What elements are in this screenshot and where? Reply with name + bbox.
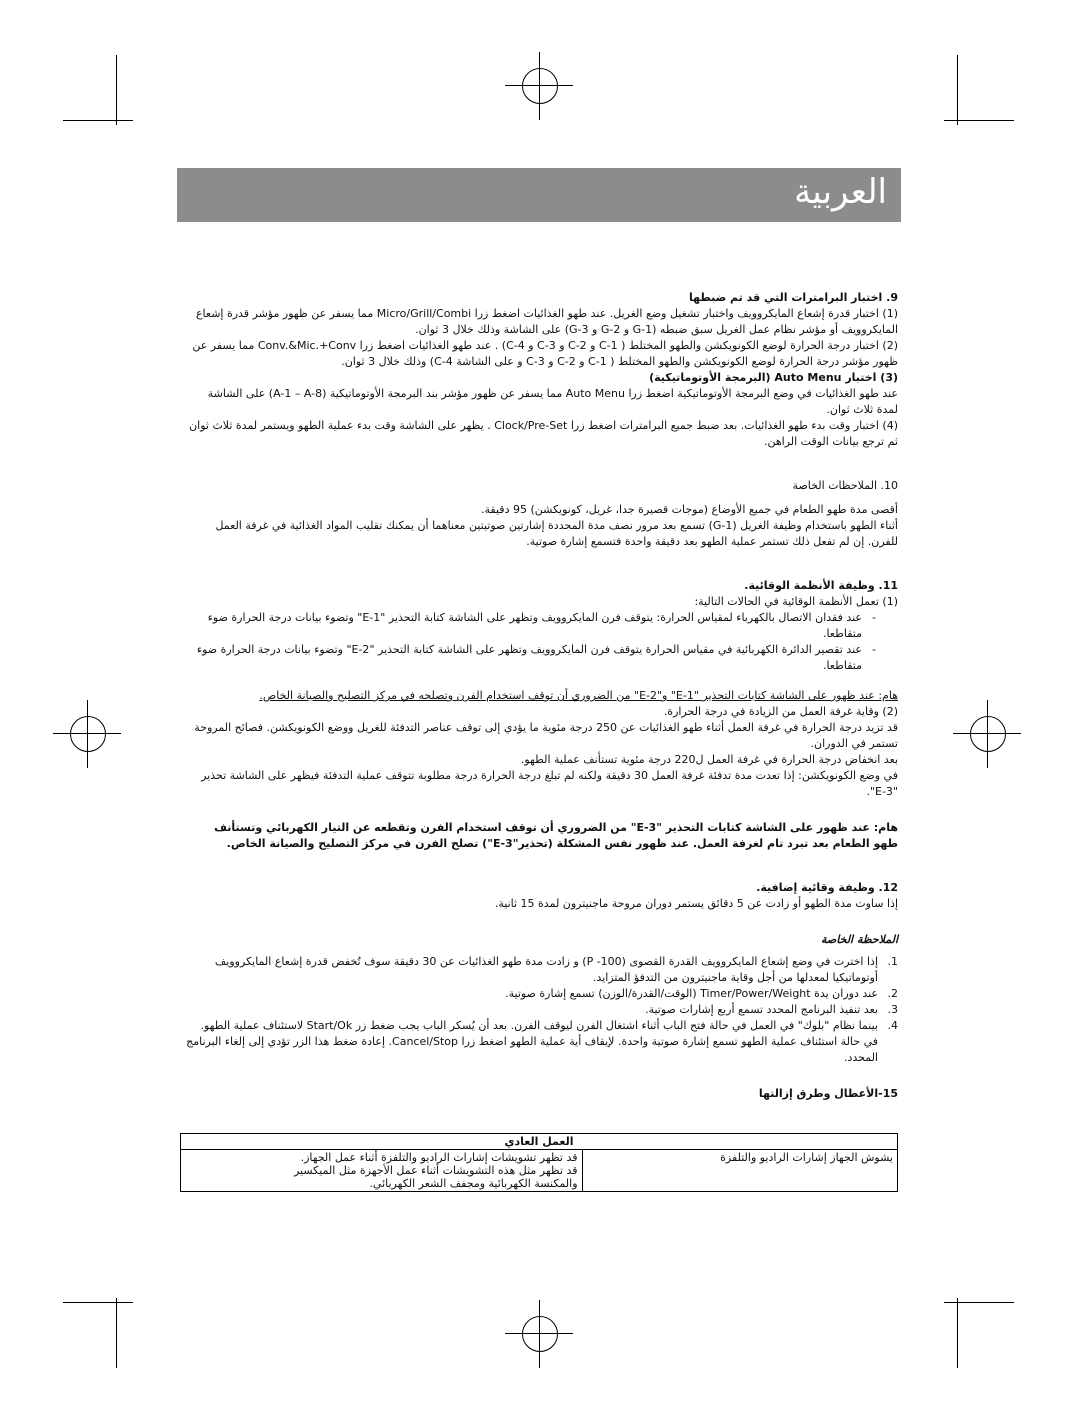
solution-line: قد تظهر تشويشات إشارات الراديو والتلفزة أثناء عمل الجهاز. — [300, 1151, 578, 1164]
registration-mark — [87, 700, 88, 768]
section-9-item-1: (1) اختبار قدرة إشعاع المايكروويف واختبار تشغيل وضع الغريل. عند طهو الغذائيات اضغط زرا Micro/Grill/Combi مما يسفر عن ظهور مؤشر قدرة إشعاع المايكروويف أو مؤشر نظام عمل الغريل سبق ضبطه (G-1 و G-2 و G-3) على الشاشة وذلك خلال 3 ثوان. — [195, 307, 898, 336]
section-11-sub-2-title: (2) وقاية غرفة العمل من الزيادة في درجة الحرارة. — [663, 705, 898, 718]
section-11-sub-2-para-c: في وضع الكونويكشن: إذا تعدت مدة تدفئة غرفة العمل 30 دقيقة ولكنه لم تبلغ درجة الحرارة درجة مطلوبة تتوقف عملية التدفئة فيظهر على الشاشة تحذير "E-3". — [201, 769, 898, 798]
crop-mark — [63, 120, 133, 121]
section-11-bullet-1: - عند فقدان الاتصال بالكهرباء لمقياس الحرارة: يتوقف فرن المايكروويف وتظهر على الشاشة كتابة التحذير "E-1" وتضوء بيانات درجة الحرارة ضوء متقاطعا. — [186, 610, 898, 642]
table-cell-problem: يشوش الجهاز إشارات الراديو والتلفزة — [582, 1150, 897, 1192]
section-9-item-3: عند طهو الغذائيات في وضع البرمجة الأوتوماتيكية اضغط زرا Auto Menu مما يسفر عن ظهور مؤشر بند البرمجة الأوتوماتيكية (A-1 – A-8) على الشاشة لمدة ثلاث ثوان. — [207, 387, 898, 416]
table-header: العمل العادي — [181, 1134, 898, 1150]
registration-mark — [70, 716, 106, 752]
section-10-para-2: أثناء الطهو باستخدام وظيفة الغريل (G-1) تسمع بعد مرور نصف مدة المحددة إشارتين صوتيتين معناهما أن يمكنك تقليب المواد الغذائية في غرفة العمل للفرن. إن لم تفعل ذلك تستمر عملية الطهو بعد دقيقة واحدة فتسمع إشارة صوتية. — [215, 519, 898, 548]
section-11-sub-2-para-b: بعد انخفاض درجة الحرارة في غرفة العمل ل220 درجة مئوية تستأنف عملية الطهو. — [520, 753, 898, 766]
crop-mark — [957, 55, 958, 125]
section-9-title: 9. اختبار البرامترات التي قد تم ضبطها — [689, 291, 898, 304]
crop-mark — [944, 1302, 1014, 1303]
table-row — [181, 1150, 898, 1192]
solution-line: والمكنسة الكهربائية ومجفف الشعر الكهربائي. — [369, 1177, 578, 1190]
registration-mark — [522, 1316, 558, 1352]
note-item: 4. بينما نظام "بلوك" في العمل في حالة فتح الباب أثناء اشتغال الفرن ليوقف الفرن. بعد أن يُسكر الباب يجب ضغط زر Start/Ok لاستئناف عملية الطهو. في حالة استئناف عملية الطهو تسمع إشارة صوتية واحدة. لإيقاف أية عملية الطهو اضغط زرا Cancel/Stop. إعادة ضغط هذا الزر تؤدي إلى إلغاء البرنامج المحدد. — [186, 1019, 898, 1064]
page-title: العربية — [794, 172, 887, 212]
registration-mark — [987, 700, 988, 768]
section-10-para-1: أقصى مدة طهو الطعام في جميع الأوضاع (موجات قصيرة جدا، غريل، كونويكشن) 95 دقيقة. — [481, 503, 898, 516]
important-notice-1: هام: عند ظهور على الشاشة كتابات التحذير "E-1" و"E-2" من الضروري أن توقف استخدام الفرن وتصلحه في مركز التصليح والصيانة الخاص. — [259, 689, 898, 702]
notes-title: الملاحظة الخاصة — [821, 933, 898, 946]
section-9-item-2: (2) اختبار درجة الحرارة لوضع الكونويكشن والطهو المختلط ( C-1 و C-2 و C-3 و C-4) . عند طهو الغذائيات اضغط زرا Conv.&Mic.+Conv مما يسفر عن ظهور مؤشر درجة الحرارة لوضع الكونويكشن والطهو المختلط ( C-1 و C-2 و C-3 و على الشاشة C-4) وذلك خلال 3 ثوان. — [192, 339, 898, 368]
section-15-title: 15-الأعطال وطرق إزالتها — [758, 1087, 898, 1100]
solution-line: قد تظهر مثل هذه التشويشات أثناء عمل الأجهزة مثل الميكسير — [293, 1164, 578, 1177]
section-11-bullet-2: - عند تقصير الدائرة الكهربائية في مقياس الحرارة يتوقف فرن المايكروويف وتظهر على الشاشة كتابة التحذير "E-2" وتضوء بيانات درجة الحرارة ضوء متقاطعا. — [186, 642, 898, 674]
crop-mark — [116, 1298, 117, 1368]
section-11-title: 11. وظيفة الأنظمة الوقائية. — [744, 579, 898, 592]
note-item: 3. بعد تنفيذ البرنامج المحدد تسمع أربع إشارات صوتية. — [645, 1003, 898, 1016]
section-9-item-3-title: (3) اختبار Auto Menu (البرمجة الأوتوماتيكية) — [649, 371, 898, 384]
manual-content — [186, 290, 898, 1102]
registration-mark — [522, 68, 558, 104]
note-item: 1. إذا اخترت في وضع إشعاع المايكروويف القدرة القصوى (100- P) و زادت مدة طهو الغذائيات عن 30 دقيقة سوف تُخفض قدرة إشعاع المايكروويف أوتوماتيكيا لمعدلها من أجل وقاية ماجنيترون من التدفؤ المتزايد. — [214, 955, 898, 984]
troubleshooting-table — [180, 1133, 898, 1192]
important-notice-2: هام: عند ظهور على الشاشة كتابات التحذير "E-3" من الضروري أن توقف استخدام الفرن وتقطعه عن التيار الكهربائي وتستأنف طهو الطعام بعد تبرد تام لغرفة العمل. عند ظهور نفس المشكلة (تحذير"E-3") تصلح الفرن في مركز التصليح والصيانة الخاص. — [214, 821, 898, 850]
crop-mark — [944, 120, 1014, 121]
section-10-title: 10. الملاحظات الخاصة — [792, 479, 898, 492]
registration-mark — [539, 52, 540, 120]
crop-mark — [63, 1302, 133, 1303]
section-11-intro: (1) تعمل الأنظمة الوقائية في الحالات التالية: — [694, 595, 898, 608]
table-cell-solution — [181, 1150, 583, 1192]
registration-mark — [970, 716, 1006, 752]
registration-mark — [539, 1300, 540, 1368]
section-12-para: إذا ساوت مدة الطهو أو زادت عن 5 دقائق يستمر دوران مروحة ماجنيترون لمدة 15 ثانية. — [494, 897, 898, 910]
crop-mark — [116, 55, 117, 125]
crop-mark — [957, 1298, 958, 1368]
note-item: 2. عند دوران يدة Timer/Power/Weight (الوقت/القدرة/الوزن) تسمع إشارة صوتية. — [505, 987, 898, 1000]
language-banner — [177, 168, 901, 222]
section-9-item-4: (4) اختبار وقت بدء طهو الغذائيات. بعد ضبط جميع البرامترات اضغط زرا Clock/Pre-Set . يظهر على الشاشة وقت بدء عملية الطهو ويستمر لمدة ثلاث ثوان ثم ترجع بيانات الوقت الراهن. — [189, 419, 898, 448]
section-12-title: 12. وظيفة وقائية إضافية. — [756, 881, 898, 894]
section-11-sub-2-para-a: قد تزيد درجة الحرارة في غرفة العمل أثناء طهو الغذائيات عن 250 درجة مئوية ما يؤدي إلى توقف عناصر التدفئة للغريل ووضع الكونويكشن. فصائح المروحة تستمر في الدوران. — [194, 721, 898, 750]
